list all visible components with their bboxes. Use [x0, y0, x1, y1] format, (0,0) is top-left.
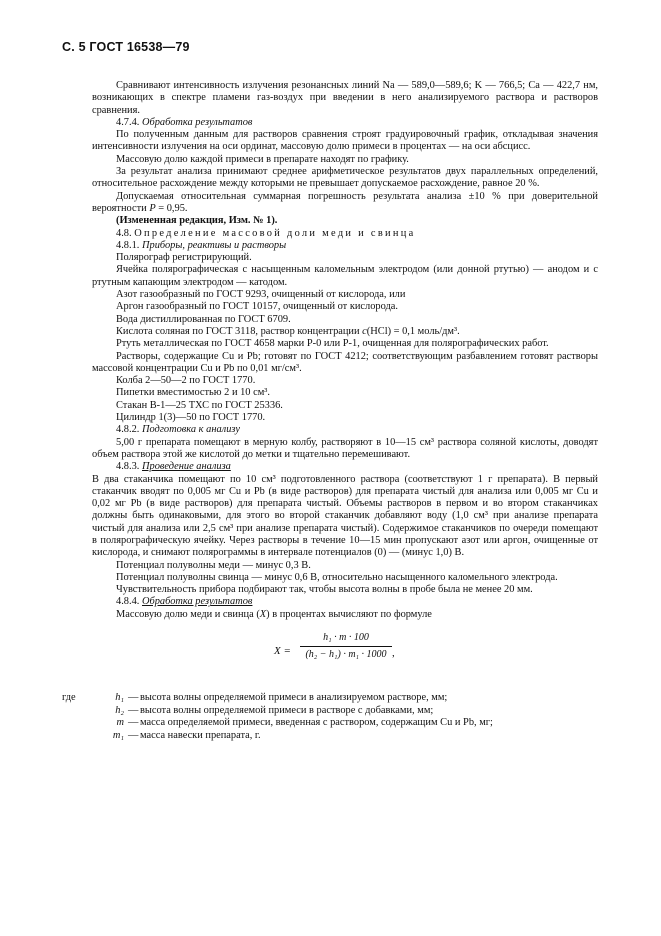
section-4-8-4 [92, 596, 598, 608]
legend-dash: — [128, 704, 139, 716]
section-title: Приборы, реактивы и растворы [142, 239, 287, 251]
item-cylinder: Цилиндр 1(3)—50 по ГОСТ 1770. [116, 412, 266, 424]
formula-intro-tail: ) в процентах вычисляют по формуле [266, 608, 432, 620]
item-cell: Ячейка полярографическая с насыщенным каломельным электродом (или донной ртутью) — анодом и с ртутным капающим электродом — катодом. [92, 264, 598, 288]
concentration-value: (HCl) = 0,1 моль/дм³. [366, 325, 460, 337]
item-argon: Аргон газообразный по ГОСТ 10157, очищенный от кислорода. [116, 301, 399, 313]
paragraph-mass-fraction: Массовую долю каждой примеси в препарате находят по графику. [116, 153, 409, 165]
section-number: 4.7.4. [116, 116, 140, 128]
section-number: 4.8. [116, 227, 132, 239]
legend-row [92, 717, 598, 730]
paragraph-preparation: 5,00 г препарата помещают в мерную колбу, растворяют в 10—15 см³ раствора соляной кислоты, доводят объем раствора этой же кислотой до метки и тщательно перемешивают. [92, 436, 598, 460]
concentration-symbol: c [362, 325, 367, 337]
formula-denominator: (h₂ − h₁) · m₁ · 1000 [305, 649, 387, 661]
section-title: Проведение анализа [142, 461, 231, 473]
item-acid [92, 326, 598, 338]
paragraph-procedure: В два стаканчика помещают по 10 см³ подготовленного раствора (соответствуют 1 г препарата). В первый стаканчик вводят по 0,005 мг Cu и Pb (в виде растворов) для препарата чистый для анализа или 0,005 мг Cu и 0,02 мг Pb (в виде растворов) для препарата чистый. Объемы растворов в первом и во втором стаканчиках должны быть одинаковыми, для этого во второй стаканчик добавляют воду (1,0 см³ при анализе препарата чистый для анализа или 2,5 см³ при анализе препарата чистый). Содержимое стаканчиков по очереди помещают в полярографическую ячейку. Через растворы в течение 10—15 мин пропускают азот или аргон, очищенные от кислорода, и снимают полярограммы в интервале потенциалов (0) — (минус 1,0) В. [92, 473, 598, 559]
section-number: 4.8.3. [116, 461, 140, 473]
legend-text: высота волны определяемой примеси в растворе с добавками, мм; [140, 704, 434, 716]
item-beaker: Стакан В-1—25 ТХС по ГОСТ 25336. [116, 399, 283, 411]
section-4-8-3 [92, 461, 598, 473]
legend-symbol: m₁ [112, 729, 124, 741]
legend-row [92, 730, 598, 743]
formula-intro-text: Массовую долю меди и свинца ( [116, 608, 260, 620]
section-4-7-4 [92, 117, 598, 129]
section-4-8-2 [92, 424, 598, 436]
amendment-note: (Измененная редакция, Изм. № 1). [116, 215, 278, 227]
legend-dash: — [128, 692, 139, 704]
formula-lhs: X = [274, 645, 291, 658]
item-flask: Колба 2—50—2 по ГОСТ 1770. [116, 375, 256, 387]
formula-numerator: h₁ · m · 100 [300, 632, 392, 647]
legend-text: масса навески препарата, г. [140, 729, 261, 741]
paragraph-lead-potential: Потенциал полуволны свинца — минус 0,6 В, относительно насыщенного каломельного электрода. [116, 571, 558, 583]
item-nitrogen: Азот газообразный по ГОСТ 9293, очищенный от кислорода, или [116, 289, 406, 301]
probability-value: = 0,95. [155, 202, 188, 214]
paragraph-calibration: По полученным данным для растворов сравнения строят градуировочный график, откладывая значения интенсивности излучения на оси ординат, массовую долю примеси в процентах — на оси абсцисс. [92, 129, 598, 153]
section-4-8-1 [92, 240, 598, 252]
legend-symbol: h₁ [115, 692, 124, 704]
error-text: Допускаемая относительная суммарная погрешность результата анализа ±10 % при доверительной вероятности [92, 190, 598, 214]
section-number: 4.8.2. [116, 424, 140, 436]
item-polarograph: Полярограф регистрирующий. [116, 252, 252, 264]
legend-symbol: m [116, 717, 124, 729]
section-4-8 [92, 228, 598, 240]
formula-legend [62, 692, 598, 742]
page-header: С. 5 ГОСТ 16538—79 [62, 40, 190, 54]
item-pipettes: Пипетки вместимостью 2 и 10 см³. [116, 387, 270, 399]
legend-dash: — [128, 729, 139, 741]
legend-row [92, 705, 598, 718]
item-mercury: Ртуть металлическая по ГОСТ 4658 марки Р-0 или Р-1, очищенная для полярографических работ. [116, 338, 549, 350]
paragraph-error [92, 191, 598, 216]
legend-text: высота волны определяемой примеси в анализируемом растворе, мм; [140, 692, 448, 704]
legend-text: масса определяемой примеси, введенная с раствором, содержащим Cu и Pb, мг; [140, 717, 493, 729]
paragraph-sensitivity: Чувствительность прибора подбирают так, чтобы высота волны в пробе была не менее 20 мм. [116, 584, 533, 596]
formula-tail: , [392, 647, 395, 660]
legend-prefix: где [62, 692, 76, 704]
section-number: 4.8.1. [116, 239, 140, 251]
paragraph-flame-intensity: Сравнивают интенсивность излучения резонансных линий Na — 589,0—589,6; K — 766,5; Ca — 422,7 нм, возникающих в спектре пламени газ-воздух при введении в него анализируемого раствора и растворов сравнения. [92, 80, 598, 116]
section-title: Подготовка к анализу [142, 424, 240, 436]
legend-row [62, 692, 598, 705]
section-title: Обработка результатов [142, 596, 253, 608]
acid-text: Кислота соляная по ГОСТ 3118, раствор концентрации [116, 325, 360, 337]
mass-fraction-formula [92, 630, 598, 680]
item-water: Вода дистиллированная по ГОСТ 6709. [116, 313, 291, 325]
document-body [62, 80, 598, 742]
legend-dash: — [128, 717, 139, 729]
paragraph-formula-intro [92, 609, 598, 621]
paragraph-result: За результат анализа принимают среднее арифметическое результатов двух параллельных определений, относительное расхождение между которыми не превышает допускаемое расхождение, равное 20 %. [92, 166, 598, 190]
probability-symbol: P [149, 202, 156, 214]
section-title: Обработка результатов [142, 116, 253, 128]
paragraph-copper-potential: Потенциал полуволны меди — минус 0,3 В. [116, 559, 311, 571]
x-symbol: X [259, 608, 267, 620]
item-solutions: Растворы, содержащие Cu и Pb; готовят по ГОСТ 4212; соответствующим разбавлением готовят растворы массовой концентрации Cu и Pb по 0,01 мг/см³. [92, 350, 598, 374]
legend-symbol: h₂ [115, 704, 124, 716]
formula-fraction [300, 632, 392, 662]
section-title: Определение массовой доли меди и свинца [134, 227, 416, 239]
section-number: 4.8.4. [116, 596, 140, 608]
